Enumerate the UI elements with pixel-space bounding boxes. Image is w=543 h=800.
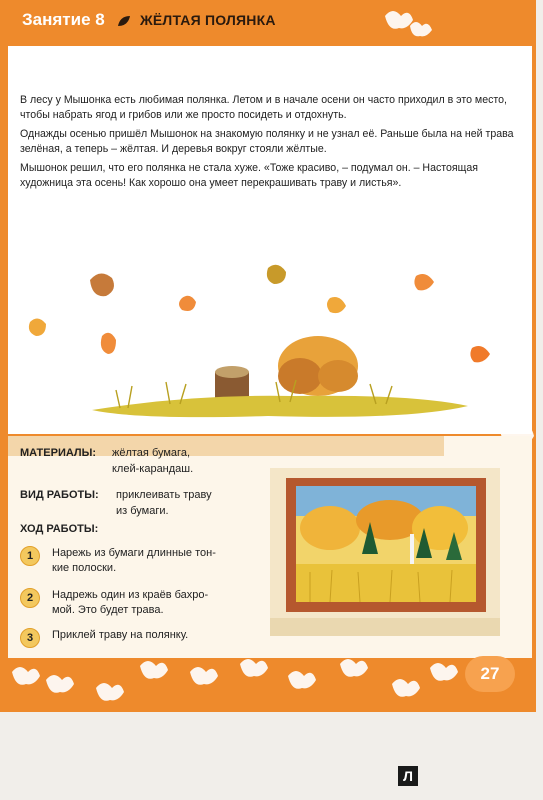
leaf-icon — [116, 14, 134, 30]
work-type-line2: из бумаги. — [116, 505, 169, 517]
lesson-title: ЖЁЛТАЯ ПОЛЯНКА — [140, 12, 276, 28]
publisher-logo-icon: Л — [398, 766, 418, 786]
work-type-row — [20, 488, 212, 517]
step-text-line: мой. Это будет трава. — [52, 604, 164, 616]
story-paragraph: Мышонок решил, что его полянка не стала хуже. «Тоже красиво, – подумал он. – Настоящая художница эта осень! Как хорошо она умеет перекрашивать траву и листья». — [20, 162, 478, 189]
step-number-badge: 2 — [20, 588, 40, 608]
step-1 — [20, 546, 270, 580]
meadow-illustration — [20, 258, 520, 428]
step-text-line: кие полоски. — [52, 562, 117, 574]
step-2 — [20, 588, 270, 622]
step-number-badge: 3 — [20, 628, 40, 648]
step-3 — [20, 628, 270, 648]
work-type-label: ВИД РАБОТЫ: — [20, 489, 99, 501]
materials-line1: жёлтая бумага, — [112, 447, 190, 459]
falling-leaf-icon — [29, 265, 490, 363]
materials-row — [20, 446, 194, 475]
craft-example-image — [270, 468, 500, 636]
work-type-line1: приклеивать траву — [116, 489, 212, 501]
procedure-label: ХОД РАБОТЫ: — [20, 523, 99, 535]
lesson-label: Занятие 8 — [22, 10, 105, 29]
materials-line2: клей-карандаш. — [112, 463, 194, 475]
story-text — [20, 93, 530, 195]
lesson-header — [0, 0, 536, 44]
materials-label: МАТЕРИАЛЫ: — [20, 447, 97, 459]
page-number: 27 — [465, 656, 515, 692]
story-paragraph: В лесу у Мышонка есть любимая полянка. Летом и в начале осени он часто приходил в это место, чтобы набрать ягод и грибов или же просто посидеть и отдохнуть. — [20, 94, 507, 121]
step-text-line: Приклей траву на полянку. — [52, 629, 189, 641]
step-text-line: Надрежь один из краёв бахро- — [52, 589, 209, 601]
step-number-badge: 1 — [20, 546, 40, 566]
story-paragraph: Однажды осенью пришёл Мышонок на знакомую полянку и не узнал её. Раньше была на ней трава зелёная, а теперь – жёлтая. И деревья вокруг стояли жёлтые. — [20, 128, 514, 155]
step-text-line: Нарежь из бумаги длинные тон- — [52, 547, 216, 559]
